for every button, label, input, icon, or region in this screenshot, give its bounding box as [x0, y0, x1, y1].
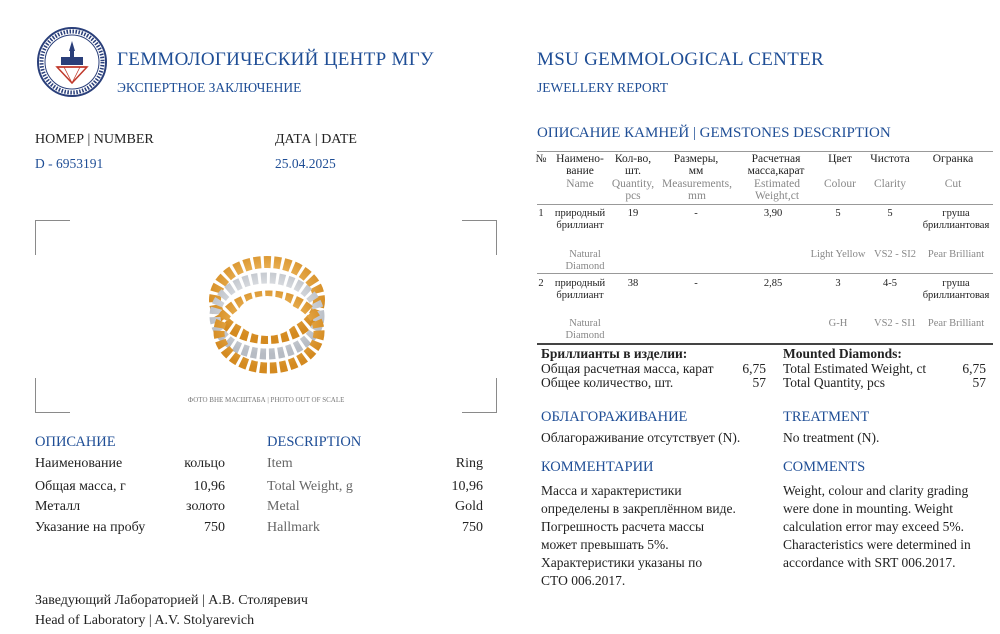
row-colour-en: Light Yellow [810, 249, 866, 260]
subtitle-en: JEWELLERY REPORT [537, 80, 669, 95]
weight-value-en: 6,75 [962, 361, 986, 376]
ring-photo [205, 242, 335, 387]
date-label: ДАТА | DATE [275, 132, 357, 147]
col-clarity-en: Clarity [874, 178, 906, 190]
treatment-text-ru: Облагораживание отсутствует (N). [541, 430, 741, 445]
desc-value-en: 750 [462, 520, 483, 535]
treatment-heading-ru: ОБЛАГОРАЖИВАНИЕ [541, 409, 688, 425]
row-name: природный бриллиант [554, 278, 606, 301]
treatment-heading-en: TREATMENT [783, 409, 870, 425]
comment-line: Характеристики указаны по [541, 555, 703, 570]
desc-value-ru: кольцо [184, 456, 225, 471]
qty-label-ru: Общее количество, шт. [541, 375, 674, 390]
table-top-rule [537, 151, 993, 152]
row-colour-en: G-H [828, 318, 848, 329]
number-value: D - 6953191 [35, 156, 104, 171]
row-clarity: 4-5 [883, 278, 897, 289]
comments-heading-ru: КОММЕНТАРИИ [541, 459, 654, 475]
scale-note: ФОТО ВНЕ МАСШТАБА | PHOTO OUT OF SCALE [187, 396, 345, 404]
comment-line: СТО 006.2017. [541, 573, 626, 588]
date-value: 25.04.2025 [275, 156, 336, 171]
signature-en: Head of Laboratory | A.V. Stolyarevich [35, 613, 255, 628]
desc-label-en: Total Weight, g [267, 479, 353, 494]
desc-label-ru: Общая масса, г [35, 479, 126, 494]
comments-text-ru [541, 482, 756, 590]
comments-heading-en: COMMENTS [783, 459, 866, 475]
qty-label-en: Total Quantity, pcs [783, 375, 886, 390]
comment-line: calculation error may exceed 5%. [783, 519, 965, 534]
row-qty: 19 [627, 208, 639, 219]
row-weight: 3,90 [763, 208, 783, 219]
gemstones-heading: ОПИСАНИЕ КАМНЕЙ | GEMSTONES DESCRIPTION [537, 125, 891, 141]
col-colour: Цвет [828, 153, 852, 165]
col-size-en: Measurements, mm [662, 178, 732, 202]
subtitle-ru: ЭКСПЕРТНОЕ ЗАКЛЮЧЕНИЕ [117, 80, 302, 95]
comment-line: определены в закреплённом виде. [541, 501, 736, 516]
weight-value-ru: 6,75 [742, 361, 766, 376]
row-cut-en: Pear Brilliant [927, 318, 985, 329]
comments-text-en [783, 482, 993, 572]
col-name-en: Name [566, 178, 594, 190]
row-size: - [694, 208, 698, 219]
row-clarity-en: VS2 - SI1 [873, 318, 916, 329]
col-weight-en: Estimated Weight,ct [754, 178, 800, 202]
number-label: НОМЕР | NUMBER [35, 132, 154, 147]
description-heading-ru: ОПИСАНИЕ [35, 434, 116, 450]
col-qty-en: Quantity, pcs [611, 178, 655, 202]
col-qty: Кол-во, шт. [614, 153, 652, 177]
row-no: 2 [538, 278, 544, 289]
row-weight: 2,85 [763, 278, 783, 289]
row-cut: груша бриллиантовая [922, 278, 990, 301]
qty-value-en: 57 [972, 375, 986, 390]
row-colour: 5 [835, 208, 841, 219]
row-name: природный бриллиант [554, 208, 606, 231]
mounted-heading-en: Mounted Diamonds: [783, 346, 902, 361]
title-ru: ГЕММОЛОГИЧЕСКИЙ ЦЕНТР МГУ [117, 49, 434, 70]
desc-value-en: Ring [455, 456, 483, 471]
photo-frame [35, 220, 497, 413]
desc-value-en: 10,96 [451, 479, 483, 494]
desc-label-ru: Металл [35, 499, 81, 514]
row-size: - [694, 278, 698, 289]
table-bottom-rule [537, 343, 993, 345]
row-clarity-en: VS2 - SI2 [873, 249, 916, 260]
row-no: 1 [538, 208, 544, 219]
comment-line: were done in mounting. Weight [783, 501, 954, 516]
treatment-text-en: No treatment (N). [783, 430, 880, 445]
comment-line: Погрешность расчета массы [541, 519, 705, 534]
row-cut: груша бриллиантовая [922, 208, 990, 231]
row-clarity: 5 [887, 208, 893, 219]
mounted-heading-ru: Бриллианты в изделии: [541, 346, 688, 361]
desc-label-en: Hallmark [267, 520, 320, 535]
desc-value-ru: 10,96 [193, 479, 225, 494]
msu-seal-logo [37, 27, 107, 97]
desc-label-en: Metal [267, 499, 300, 514]
row-colour: 3 [835, 278, 841, 289]
comment-line: Characteristics were determined in [783, 537, 971, 552]
row-name-en: Natural Diamond [565, 318, 605, 341]
desc-label-ru: Указание на пробу [35, 520, 146, 535]
col-clarity: Чистота [870, 153, 910, 165]
col-cut: Огранка [932, 153, 974, 165]
weight-label-en: Total Estimated Weight, ct [783, 361, 927, 376]
row-qty: 38 [627, 278, 639, 289]
col-weight: Расчетная масса,карат [747, 153, 805, 177]
comment-line: accordance with SRT 006.2017. [783, 555, 956, 570]
weight-label-ru: Общая расчетная масса, карат [541, 361, 714, 376]
description-heading-en: DESCRIPTION [267, 434, 362, 450]
col-size: Размеры, мм [673, 153, 719, 177]
desc-value-ru: 750 [204, 520, 225, 535]
desc-label-ru: Наименование [35, 456, 123, 471]
title-en: MSU GEMMOLOGICAL CENTER [537, 49, 824, 70]
col-colour-en: Colour [824, 178, 856, 190]
signature-ru: Заведующий Лабораторией | А.В. Столяревич [35, 593, 308, 608]
comment-line: Масса и характеристики [541, 483, 682, 498]
comment-line: может превышать 5%. [541, 537, 669, 552]
desc-value-ru: золото [186, 499, 225, 514]
table-header-rule [537, 204, 993, 205]
col-no: № [535, 153, 547, 165]
col-name: Наимено- вание [556, 153, 604, 177]
table-row-rule [537, 273, 993, 274]
desc-label-en: Item [267, 456, 293, 471]
qty-value-ru: 57 [752, 375, 766, 390]
row-cut-en: Pear Brilliant [927, 249, 985, 260]
desc-value-en: Gold [455, 499, 483, 514]
comment-line: Weight, colour and clarity grading [783, 483, 969, 498]
col-cut-en: Cut [944, 178, 962, 190]
row-name-en: Natural Diamond [565, 249, 605, 272]
